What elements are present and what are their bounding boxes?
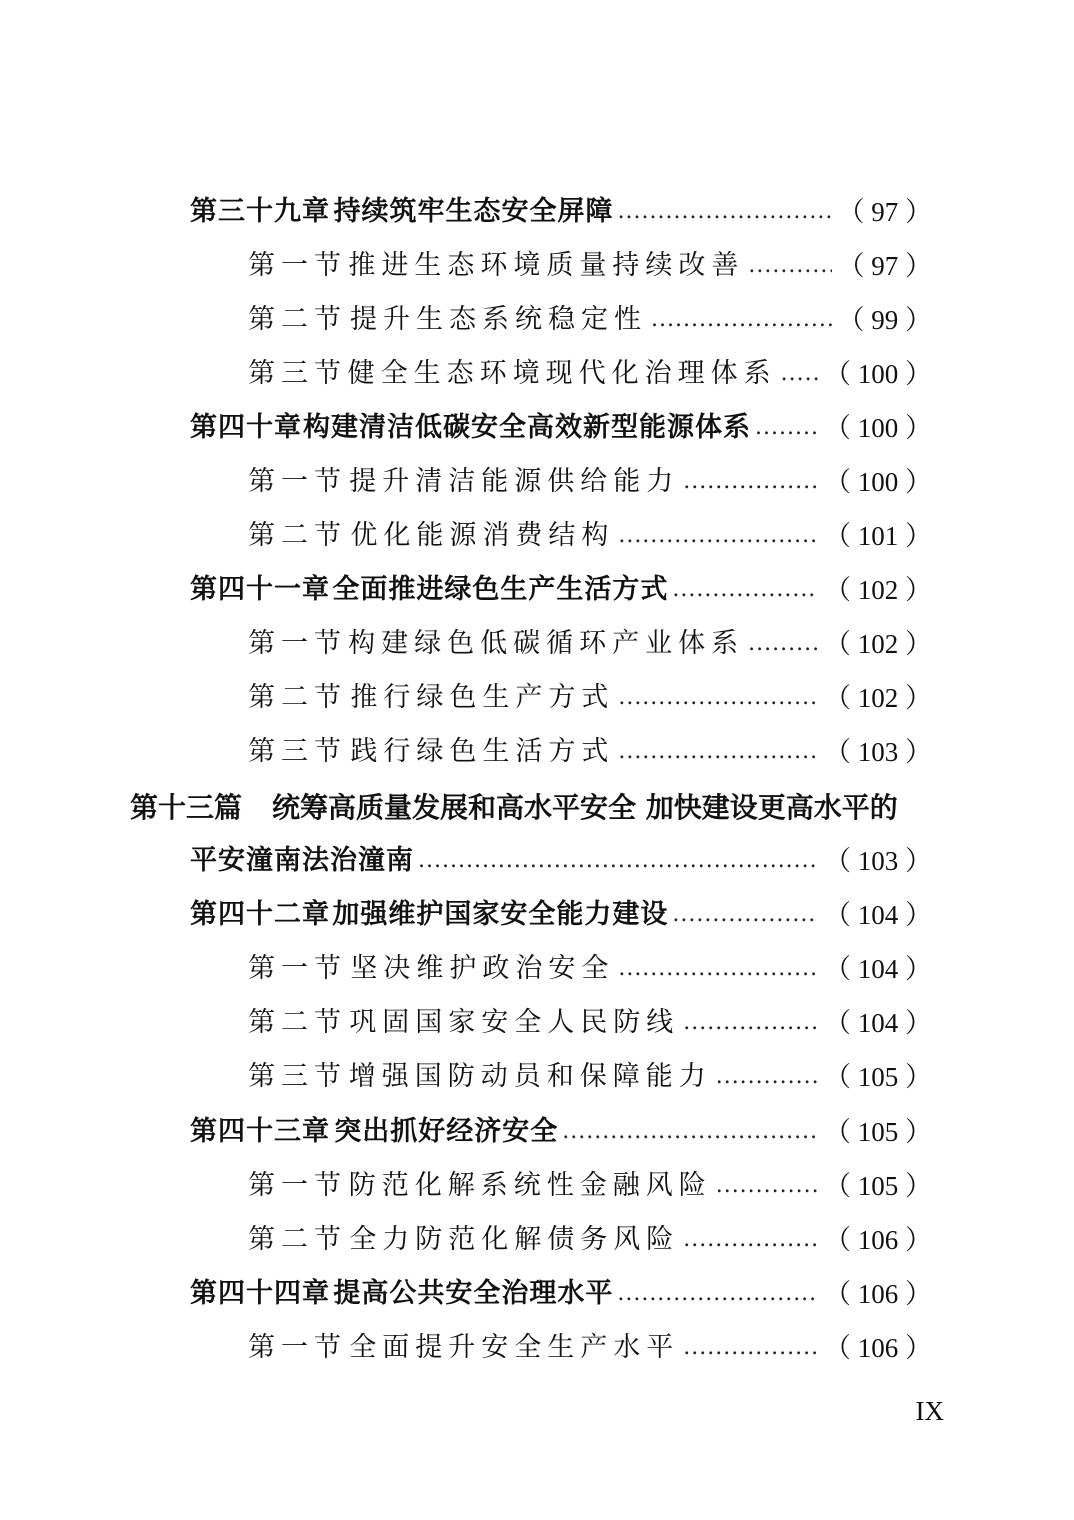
toc-section-row[interactable] (248, 239, 932, 293)
dot-leader (651, 293, 831, 347)
chapter-title: 构建清洁低碳安全高效新型能源体系 (303, 412, 752, 443)
dot-leader (618, 509, 818, 563)
dot-leader (683, 455, 818, 509)
toc-section-row[interactable] (248, 1213, 932, 1267)
section-title: 增强国防动员和保障能力 (348, 1061, 712, 1092)
section-title: 健全生态环境现代化治理体系 (347, 358, 777, 389)
page-number: （ 100 ） (824, 467, 932, 497)
chapter-title: 突出抓好经济安全 (334, 1116, 559, 1147)
page-number: （ 102 ） (824, 629, 932, 659)
page-number: （ 103 ） (824, 737, 932, 767)
dot-leader (562, 1105, 818, 1159)
part-title-line2: 平安潼南法治潼南 (190, 845, 414, 876)
section-title: 全面提升安全生产水平 (349, 1332, 680, 1363)
section-label: 第二节 (248, 520, 347, 551)
dot-leader (748, 239, 831, 293)
chapter-title: 全面推进绿色生产生活方式 (332, 574, 669, 605)
section-title: 全力防范化解债务风险 (349, 1224, 680, 1255)
toc-section-row[interactable] (248, 1050, 932, 1104)
page-number: （ 102 ） (824, 575, 932, 605)
page-number: （ 105 ） (824, 1062, 932, 1092)
page-number: （ 101 ） (824, 521, 932, 551)
dot-leader (618, 185, 832, 239)
section-label: 第二节 (248, 1007, 347, 1038)
chapter-label: 第四十二章 (190, 899, 330, 930)
section-title: 提升清洁能源供给能力 (349, 466, 680, 497)
page-number: （ 104 ） (824, 1008, 932, 1038)
chapter-title: 持续筑牢生态安全屏障 (333, 196, 614, 227)
page-number: （ 100 ） (824, 359, 932, 389)
section-title: 推行绿色生产方式 (350, 682, 615, 713)
section-label: 第一节 (248, 1170, 347, 1201)
chapter-title: 提高公共安全治理水平 (333, 1278, 614, 1309)
page-number: （ 105 ） (824, 1117, 932, 1147)
page-number: （ 105 ） (824, 1171, 932, 1201)
section-label: 第二节 (248, 304, 347, 335)
chapter-label: 第四十章 (190, 412, 302, 443)
chapter-title: 加强维护国家安全能力建设 (332, 899, 669, 930)
part-label: 第十三篇 (130, 791, 243, 824)
toc-section-row[interactable] (248, 455, 932, 509)
dot-leader (618, 671, 818, 725)
toc-section-row[interactable] (248, 996, 932, 1050)
section-title: 防范化解系统性金融风险 (348, 1170, 712, 1201)
dot-leader (672, 888, 818, 942)
toc-chapter-row[interactable] (190, 401, 932, 455)
section-label: 第一节 (248, 953, 347, 984)
toc-chapter-row[interactable] (190, 1105, 932, 1159)
toc-section-row[interactable] (248, 1159, 932, 1213)
page-number: （ 103 ） (824, 846, 932, 876)
toc-section-row[interactable] (248, 1321, 932, 1375)
section-label: 第三节 (248, 358, 347, 389)
chapter-label: 第四十三章 (190, 1116, 330, 1147)
section-label: 第一节 (248, 1332, 347, 1363)
toc-chapter-row[interactable] (190, 185, 932, 239)
toc-section-row[interactable] (248, 509, 932, 563)
chapter-label: 第四十一章 (190, 574, 330, 605)
toc-chapter-row[interactable] (190, 888, 932, 942)
section-title: 优化能源消费结构 (350, 520, 615, 551)
toc-section-row[interactable] (248, 347, 932, 401)
dot-leader (617, 1267, 818, 1321)
page-number: （ 106 ） (824, 1333, 932, 1363)
section-title: 构建绿色低碳循环产业体系 (348, 628, 745, 659)
toc-section-row[interactable] (248, 617, 932, 671)
page-number: （ 102 ） (824, 683, 932, 713)
page-number: （ 106 ） (824, 1225, 932, 1255)
section-title: 推进生态环境质量持续改善 (348, 250, 745, 281)
chapter-label: 第四十四章 (190, 1278, 330, 1309)
section-label: 第一节 (248, 628, 347, 659)
section-label: 第一节 (248, 250, 347, 281)
dot-leader (755, 401, 818, 455)
toc-section-row[interactable] (248, 942, 932, 996)
section-label: 第三节 (248, 1061, 347, 1092)
section-title: 坚决维护政治安全 (350, 953, 615, 984)
page-folio: IX (915, 1396, 944, 1426)
dot-leader (716, 1159, 818, 1213)
page-number: （ 100 ） (824, 413, 932, 443)
toc-chapter-row[interactable] (190, 563, 932, 617)
dot-leader (683, 996, 818, 1050)
section-label: 第一节 (248, 466, 347, 497)
dot-leader (748, 617, 818, 671)
dot-leader (418, 834, 818, 888)
section-label: 第三节 (248, 736, 347, 767)
toc-section-row[interactable] (248, 671, 932, 725)
section-title: 践行绿色生活方式 (350, 736, 615, 767)
page-number: （ 97 ） (837, 251, 932, 281)
dot-leader (683, 1213, 818, 1267)
toc-chapter-row[interactable] (190, 1267, 932, 1321)
section-label: 第二节 (248, 682, 347, 713)
section-title: 巩固国家安全人民防线 (349, 1007, 680, 1038)
page-number: （ 104 ） (824, 900, 932, 930)
page-number: （ 106 ） (824, 1279, 932, 1309)
part-heading-continuation[interactable] (190, 834, 932, 888)
chapter-label: 第三十九章 (190, 196, 330, 227)
page-number: （ 104 ） (824, 954, 932, 984)
part-heading[interactable] (130, 780, 898, 836)
page-number: （ 99 ） (837, 305, 932, 335)
toc-section-row[interactable] (248, 725, 932, 779)
dot-leader (618, 942, 818, 996)
dot-leader (781, 347, 818, 401)
part-title-line1: 统筹高质量发展和高水平安全 加快建设更高水平的 (272, 791, 898, 824)
dot-leader (618, 725, 818, 779)
page-number: （ 97 ） (837, 197, 932, 227)
dot-leader (672, 563, 818, 617)
section-title: 提升生态系统稳定性 (350, 304, 648, 335)
dot-leader (716, 1050, 818, 1104)
section-label: 第二节 (248, 1224, 347, 1255)
dot-leader (683, 1321, 818, 1375)
toc-section-row[interactable] (248, 293, 932, 347)
